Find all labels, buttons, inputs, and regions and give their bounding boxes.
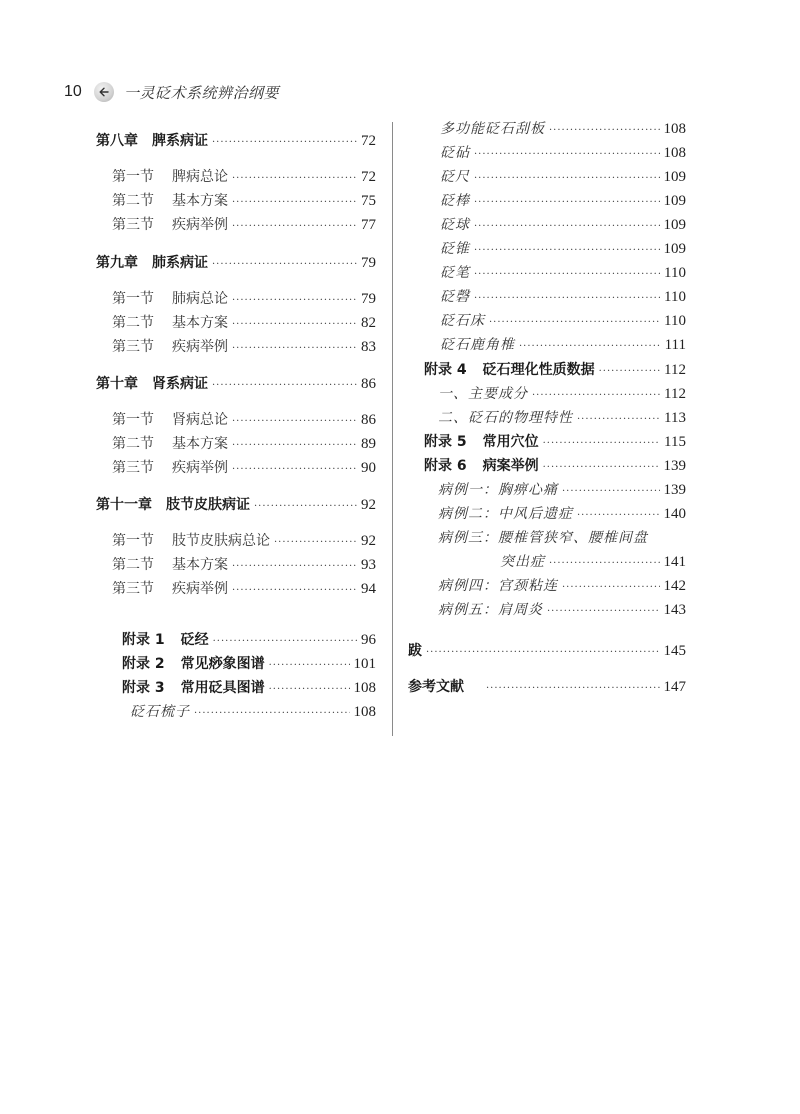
section-number: 第二节 <box>112 436 154 452</box>
item-title: 二、砭石的物理特性 <box>438 410 573 426</box>
page-ref: 75 <box>361 193 376 209</box>
toc-section[interactable] <box>112 190 376 212</box>
page-ref: 92 <box>361 533 376 549</box>
item-title: 砭砧 <box>440 145 470 161</box>
dot-leader <box>232 216 357 238</box>
dot-leader <box>549 553 660 575</box>
case-title-continuation: 突出症 <box>500 554 545 570</box>
section-number: 第二节 <box>112 193 154 209</box>
dot-leader <box>474 216 660 238</box>
section-number: 第三节 <box>112 460 154 476</box>
case-title[interactable]: 病例三：腰椎管狭窄、腰椎间盘 <box>438 530 648 546</box>
dot-leader <box>547 601 660 623</box>
dot-leader <box>212 254 357 276</box>
toc-item[interactable] <box>440 334 686 356</box>
page-ref: 115 <box>664 434 686 450</box>
section-number: 第二节 <box>112 557 154 573</box>
toc-section[interactable] <box>112 288 376 310</box>
appendix-title: 砭石理化性质数据 <box>482 362 595 378</box>
dot-leader <box>474 168 660 190</box>
case-title: 病例四：宫颈粘连 <box>438 578 558 594</box>
page-header <box>64 80 279 104</box>
toc-section[interactable] <box>112 312 376 334</box>
toc-chapter-10[interactable] <box>96 373 376 395</box>
dot-leader <box>543 433 660 455</box>
toc-item[interactable] <box>440 142 686 164</box>
page-ref: 108 <box>353 704 376 720</box>
appendix-number: 附录 4 <box>424 362 467 378</box>
page-ref: 108 <box>663 145 686 161</box>
section-number: 第三节 <box>112 339 154 355</box>
appendix-number: 附录 6 <box>424 458 467 474</box>
dot-leader <box>489 312 660 334</box>
page-ref: 101 <box>353 656 376 672</box>
toc-section[interactable] <box>112 166 376 188</box>
toc-section[interactable] <box>112 409 376 431</box>
dot-leader <box>213 631 357 653</box>
appendix-title: 常用砭具图谱 <box>180 680 265 696</box>
toc-item[interactable] <box>440 286 686 308</box>
toc-appendix-3[interactable] <box>122 677 376 699</box>
case-title: 病例一：胸痹心痛 <box>438 482 558 498</box>
section-title: 基本方案 <box>172 193 228 209</box>
toc-item[interactable] <box>440 238 686 260</box>
postscript-title: 跋 <box>408 643 422 659</box>
dot-leader <box>577 409 660 431</box>
appendix-number: 附录 2 <box>122 656 165 672</box>
item-title: 砭磬 <box>440 289 470 305</box>
page-ref: 139 <box>663 458 686 474</box>
toc-section[interactable] <box>112 554 376 576</box>
item-title: 砭石床 <box>440 313 485 329</box>
item-title: 砭笔 <box>440 265 470 281</box>
chapter-title: 肺系病证 <box>152 255 208 271</box>
chapter-title: 肢节皮肤病证 <box>166 497 250 513</box>
toc-appendix-6[interactable] <box>424 455 686 477</box>
chapter-title: 肾系病证 <box>152 376 208 392</box>
page-ref: 111 <box>664 337 686 353</box>
item-title: 砭锥 <box>440 241 470 257</box>
toc-item[interactable] <box>440 166 686 188</box>
toc-section[interactable] <box>112 578 376 600</box>
dot-leader <box>194 703 350 725</box>
dot-leader <box>474 264 660 286</box>
dot-leader <box>474 192 660 214</box>
page-ref: 109 <box>663 193 686 209</box>
case-title: 病例二：中风后遗症 <box>438 506 573 522</box>
dot-leader <box>232 459 357 481</box>
toc-section[interactable] <box>112 214 376 236</box>
dot-leader <box>232 168 357 190</box>
dot-leader <box>232 290 357 312</box>
dot-leader <box>232 556 357 578</box>
page-ref: 147 <box>663 679 686 695</box>
dot-leader <box>269 655 350 677</box>
dot-leader <box>232 435 357 457</box>
toc-appendix-4[interactable] <box>424 359 686 381</box>
section-title: 疾病举例 <box>172 339 228 355</box>
section-number: 第一节 <box>112 291 154 307</box>
toc-section[interactable] <box>112 433 376 455</box>
toc-item[interactable] <box>440 190 686 212</box>
chapter-number: 第八章 <box>96 133 138 149</box>
toc-item[interactable] <box>440 262 686 284</box>
dot-leader <box>519 336 661 358</box>
page-ref: 108 <box>663 121 686 137</box>
page-ref: 110 <box>664 265 686 281</box>
section-title: 基本方案 <box>172 315 228 331</box>
page-ref: 139 <box>663 482 686 498</box>
page-ref: 96 <box>361 632 376 648</box>
section-title: 基本方案 <box>172 436 228 452</box>
page-ref: 82 <box>361 315 376 331</box>
toc-item[interactable] <box>438 383 686 405</box>
toc-case[interactable] <box>438 575 686 597</box>
appendix-title: 病案举例 <box>482 458 539 474</box>
appendix-title: 常见痧象图谱 <box>180 656 265 672</box>
section-number: 第一节 <box>112 169 154 185</box>
dot-leader <box>474 144 660 166</box>
dot-leader <box>532 385 660 407</box>
book-title: 一灵砭术系统辨治纲要 <box>124 83 280 102</box>
page-ref: 110 <box>664 313 686 329</box>
dot-leader <box>212 375 357 397</box>
section-title: 基本方案 <box>172 557 228 573</box>
page-ref: 145 <box>663 643 686 659</box>
page-ref: 90 <box>361 460 376 476</box>
toc-item[interactable] <box>438 407 686 429</box>
toc-item[interactable] <box>440 118 686 140</box>
dot-leader <box>232 580 357 602</box>
item-title: 砭石梳子 <box>130 704 190 720</box>
page-ref: 143 <box>663 602 686 618</box>
appendix-number: 附录 3 <box>122 680 165 696</box>
section-title: 脾病总论 <box>172 169 228 185</box>
dot-leader <box>232 411 357 433</box>
dot-leader <box>269 679 350 701</box>
item-title: 砭石鹿角椎 <box>440 337 515 353</box>
dot-leader <box>474 240 660 262</box>
arrow-left-circle-icon[interactable] <box>94 82 114 102</box>
toc-chapter-8[interactable] <box>96 130 376 152</box>
item-title: 砭球 <box>440 217 470 233</box>
item-title: 砭尺 <box>440 169 470 185</box>
toc-case[interactable] <box>438 503 686 525</box>
toc-appendix-1[interactable] <box>122 629 376 651</box>
toc-chapter-11[interactable] <box>96 494 376 516</box>
section-title: 疾病举例 <box>172 217 228 233</box>
page-ref: 109 <box>663 217 686 233</box>
dot-leader <box>232 314 357 336</box>
chapter-number: 第十章 <box>96 376 138 392</box>
dot-leader <box>562 481 660 503</box>
page-ref: 92 <box>361 497 376 513</box>
item-title: 砭棒 <box>440 193 470 209</box>
toc-section[interactable] <box>112 336 376 358</box>
page-ref: 93 <box>361 557 376 573</box>
toc-item[interactable] <box>440 310 686 332</box>
dot-leader <box>474 288 660 310</box>
section-number: 第一节 <box>112 533 154 549</box>
section-title: 疾病举例 <box>172 581 228 597</box>
toc-section[interactable] <box>112 457 376 479</box>
dot-leader <box>232 192 357 214</box>
section-number: 第三节 <box>112 217 154 233</box>
section-number: 第三节 <box>112 581 154 597</box>
dot-leader <box>549 120 660 142</box>
dot-leader <box>577 505 660 527</box>
toc-item[interactable] <box>440 214 686 236</box>
item-title: 一、主要成分 <box>438 386 528 402</box>
toc-case[interactable] <box>438 479 686 501</box>
chapter-title: 脾系病证 <box>152 133 208 149</box>
page-ref: 112 <box>664 386 686 402</box>
page-ref: 94 <box>361 581 376 597</box>
appendix-number: 附录 1 <box>122 632 165 648</box>
page-ref: 142 <box>663 578 686 594</box>
dot-leader <box>232 338 357 360</box>
section-number: 第二节 <box>112 315 154 331</box>
references-title: 参考文献 <box>408 679 464 695</box>
page-ref: 72 <box>361 169 376 185</box>
chapter-number: 第十一章 <box>96 497 152 513</box>
section-title: 肾病总论 <box>172 412 228 428</box>
dot-leader <box>486 678 660 700</box>
appendix-title: 砭经 <box>180 632 209 648</box>
toc-case-continuation[interactable] <box>500 551 686 573</box>
toc-appendix-2[interactable] <box>122 653 376 675</box>
page-ref: 77 <box>361 217 376 233</box>
page-ref: 83 <box>361 339 376 355</box>
page-ref: 141 <box>663 554 686 570</box>
section-number: 第一节 <box>112 412 154 428</box>
page-ref: 89 <box>361 436 376 452</box>
page-ref: 79 <box>361 255 376 271</box>
case-title: 病例五：肩周炎 <box>438 602 543 618</box>
dot-leader <box>599 361 660 383</box>
toc-case[interactable] <box>438 599 686 621</box>
dot-leader <box>254 496 357 518</box>
item-title: 多功能砭石刮板 <box>440 121 545 137</box>
page-ref: 113 <box>664 410 686 426</box>
dot-leader <box>212 132 357 154</box>
page-ref: 108 <box>353 680 376 696</box>
column-divider <box>392 122 393 736</box>
page-ref: 86 <box>361 412 376 428</box>
section-title: 疾病举例 <box>172 460 228 476</box>
toc-postscript[interactable] <box>408 640 686 662</box>
page-number: 10 <box>64 83 82 100</box>
toc-appendix-5[interactable] <box>424 431 686 453</box>
dot-leader <box>274 532 357 554</box>
appendix-number: 附录 5 <box>424 434 467 450</box>
page-ref: 110 <box>664 289 686 305</box>
page-ref: 72 <box>361 133 376 149</box>
page-ref: 109 <box>663 169 686 185</box>
page-ref: 109 <box>663 241 686 257</box>
page-ref: 140 <box>663 506 686 522</box>
toc-references[interactable] <box>408 676 686 698</box>
page-ref: 86 <box>361 376 376 392</box>
page-ref: 112 <box>664 362 686 378</box>
section-title: 肢节皮肤病总论 <box>172 533 270 549</box>
page-ref: 79 <box>361 291 376 307</box>
dot-leader <box>543 457 660 479</box>
toc-item[interactable] <box>130 701 376 723</box>
chapter-number: 第九章 <box>96 255 138 271</box>
toc-section[interactable] <box>112 530 376 552</box>
toc-chapter-9[interactable] <box>96 252 376 274</box>
appendix-title: 常用穴位 <box>482 434 539 450</box>
section-title: 肺病总论 <box>172 291 228 307</box>
dot-leader <box>426 642 660 664</box>
dot-leader <box>562 577 660 599</box>
